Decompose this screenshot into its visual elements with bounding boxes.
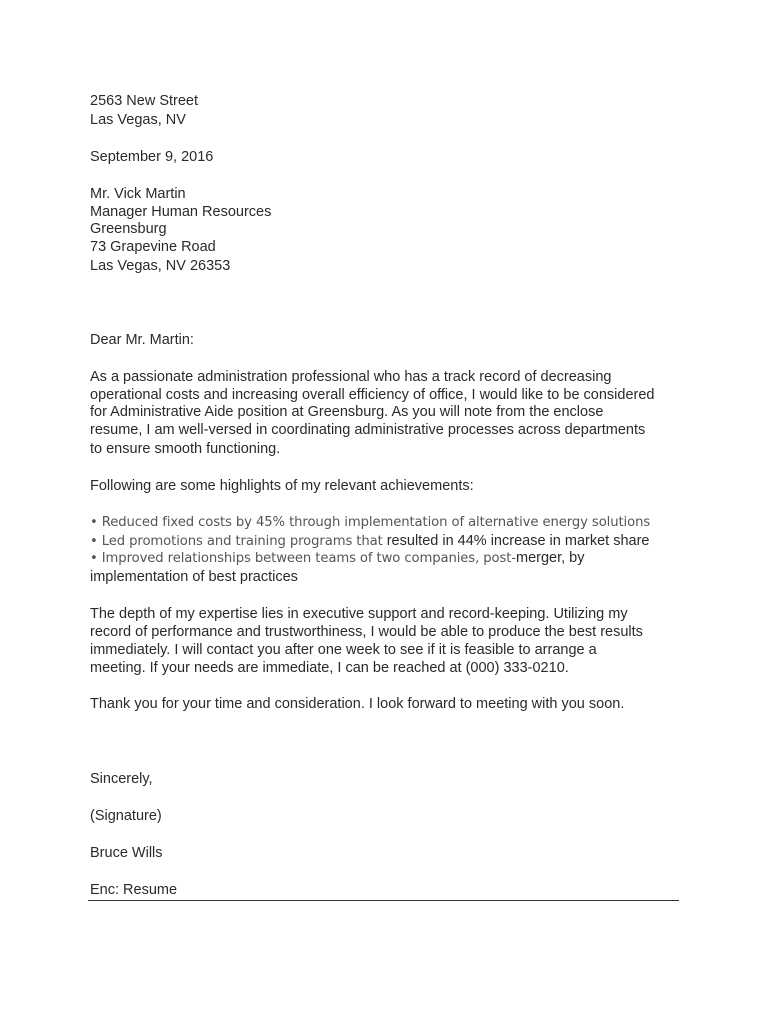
paragraph1-line: resume, I am well-versed in coordinating administrative processes across departments	[90, 422, 646, 438]
highlight-item-part: merger, by	[516, 550, 585, 566]
signoff: Sincerely,	[90, 771, 153, 787]
salutation: Dear Mr. Martin:	[90, 332, 194, 348]
recipient-name: Mr. Vick Martin	[90, 186, 186, 202]
signature-placeholder: (Signature)	[90, 808, 162, 824]
highlight-item	[90, 549, 585, 568]
paragraph1-line: operational costs and increasing overall efficiency of office, I would like to be considered	[90, 387, 655, 403]
recipient-street: 73 Grapevine Road	[90, 239, 216, 255]
highlights-intro: Following are some highlights of my relevant achievements:	[90, 478, 474, 494]
paragraph2-line: The depth of my expertise lies in executive support and record-keeping. Utilizing my	[90, 606, 628, 622]
highlight-item-continuation: implementation of best practices	[90, 569, 298, 585]
paragraph1-line: to ensure smooth functioning.	[90, 441, 281, 457]
paragraph1-line: for Administrative Aide position at Greensburg. As you will note from the enclose	[90, 404, 604, 420]
highlight-item: • Reduced fixed costs by 45% through implementation of alternative energy solutions	[90, 515, 651, 530]
sender-street: 2563 New Street	[90, 93, 199, 109]
paragraph1-line: As a passionate administration professional who has a track record of decreasing	[90, 369, 612, 385]
recipient-company: Greensburg	[90, 221, 167, 237]
highlight-item-part: resulted in 44% increase in market share	[382, 533, 650, 549]
recipient-city: Las Vegas, NV 26353	[90, 258, 231, 274]
paragraph2-line: immediately. I will contact you after one week to see if it is feasible to arrange a	[90, 642, 597, 658]
recipient-title: Manager Human Resources	[90, 204, 272, 220]
paragraph2-line: record of performance and trustworthiness, I would be able to produce the best results	[90, 624, 643, 640]
letter-date: September 9, 2016	[90, 149, 214, 165]
sender-city: Las Vegas, NV	[90, 112, 186, 128]
enclosure-note: Enc: Resume	[90, 882, 178, 898]
sender-name: Bruce Wills	[90, 845, 163, 861]
highlight-item-part: • Improved relationships between teams of two companies, post-	[90, 551, 516, 566]
highlight-item-part: • Led promotions and training programs that	[90, 534, 383, 549]
bottom-divider	[88, 900, 679, 901]
paragraph2-line: meeting. If your needs are immediate, I can be reached at (000) 333-0210.	[90, 660, 569, 676]
closing-thanks: Thank you for your time and consideration. I look forward to meeting with you soon.	[90, 696, 625, 712]
